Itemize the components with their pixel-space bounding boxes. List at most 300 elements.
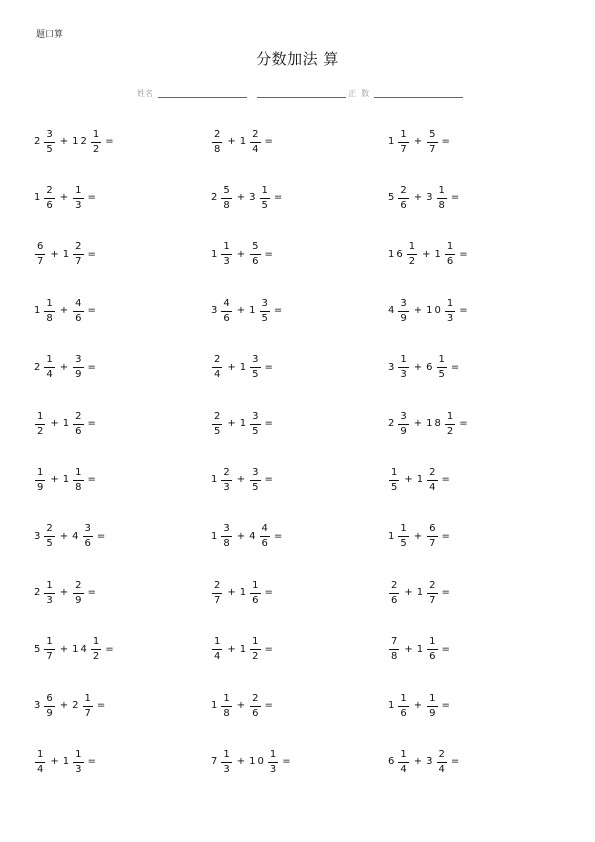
addition-problem (388, 744, 459, 780)
addition-problem (34, 406, 96, 442)
mixed-number (388, 637, 400, 662)
addition-problem (211, 237, 273, 273)
numerator: 2 (429, 466, 436, 478)
fraction (260, 524, 270, 549)
mixed-number (211, 299, 233, 324)
mixed-number (34, 130, 56, 155)
addition-problem (34, 237, 96, 273)
denominator: 5 (400, 538, 407, 550)
numerator: 2 (46, 184, 53, 196)
whole-part: 3 (249, 192, 258, 204)
plus-sign: + (236, 305, 246, 317)
mixed-number (211, 468, 233, 493)
numerator: 1 (37, 466, 44, 478)
whole-part: 1 (239, 418, 249, 429)
fraction (221, 750, 231, 775)
fraction (212, 355, 222, 380)
fraction (250, 355, 260, 380)
whole-part: 4 (388, 305, 397, 317)
denominator: 6 (252, 594, 259, 606)
equals-sign: = (87, 248, 96, 260)
fraction (73, 355, 83, 380)
numerator: 4 (75, 297, 82, 309)
fraction (44, 130, 54, 155)
mixed-number (240, 412, 262, 437)
mixed-number (388, 412, 410, 437)
denominator: 6 (223, 312, 230, 324)
denominator: 8 (46, 312, 53, 324)
mixed-number (426, 130, 438, 155)
addition-problem (211, 575, 273, 611)
equals-sign: = (96, 530, 106, 542)
fraction (250, 581, 260, 606)
plus-sign: + (413, 305, 423, 317)
plus-sign: + (227, 643, 236, 655)
mixed-number (34, 242, 46, 267)
denominator: 7 (214, 594, 221, 606)
mixed-number (63, 750, 85, 775)
fraction (44, 694, 54, 719)
addition-problem (388, 124, 450, 160)
mixed-number (34, 412, 46, 437)
equals-sign: = (273, 530, 283, 542)
plus-sign: + (59, 530, 69, 542)
plus-sign: + (413, 530, 423, 542)
denominator: 4 (400, 763, 407, 775)
equals-sign: = (87, 587, 96, 599)
denominator: 9 (75, 369, 82, 381)
mixed-number (388, 299, 410, 324)
plus-sign: + (227, 136, 236, 147)
plus-sign: + (413, 418, 423, 429)
fraction (73, 468, 83, 493)
mixed-number (72, 186, 84, 211)
denominator: 7 (37, 256, 44, 268)
denominator: 2 (92, 651, 100, 663)
whole-part: 3 (211, 305, 220, 317)
equals-sign: = (450, 361, 460, 373)
mixed-number (211, 242, 233, 267)
mixed-number (211, 186, 233, 211)
mixed-number (426, 299, 456, 324)
plus-sign: + (422, 248, 431, 260)
mixed-number (249, 468, 261, 493)
fraction (445, 242, 455, 267)
numerator: 2 (75, 579, 82, 591)
fraction (398, 524, 408, 549)
addition-problem (388, 293, 468, 329)
mixed-number (211, 412, 223, 437)
addition-problem (34, 293, 96, 329)
denominator: 9 (37, 481, 44, 493)
fraction (83, 694, 93, 719)
denominator: 5 (391, 481, 398, 493)
numerator: 2 (46, 523, 53, 535)
whole-part: 3 (426, 756, 435, 768)
equals-sign: = (105, 643, 114, 655)
fraction (44, 299, 54, 324)
denominator: 3 (446, 312, 454, 324)
mixed-number (72, 581, 84, 606)
addition-problem (211, 462, 273, 498)
numerator: 2 (252, 692, 259, 704)
fraction (212, 412, 222, 437)
whole-part: 3 (426, 192, 435, 204)
whole-part: 6 (388, 756, 397, 768)
whole-part: 12 (72, 136, 89, 147)
numerator: 1 (438, 354, 445, 366)
addition-problem (34, 180, 96, 216)
mixed-number (72, 637, 102, 662)
numerator: 2 (223, 466, 230, 478)
plus-sign: + (59, 700, 69, 711)
numerator: 5 (223, 184, 230, 196)
numerator: 1 (46, 297, 53, 309)
mixed-number (417, 468, 439, 493)
denominator: 2 (252, 651, 259, 663)
denominator: 3 (400, 369, 407, 381)
whole-part: 1 (416, 587, 426, 599)
equals-sign: = (96, 700, 106, 711)
numerator: 1 (75, 184, 82, 196)
plus-sign: + (413, 756, 423, 768)
numerator: 2 (75, 241, 82, 253)
whole-part: 3 (34, 700, 43, 711)
mixed-number (34, 581, 56, 606)
equals-sign: = (282, 756, 291, 768)
plus-sign: + (227, 418, 236, 429)
denominator: 4 (37, 763, 44, 775)
whole-part: 2 (388, 418, 397, 429)
mixed-number (388, 242, 418, 267)
numerator: 2 (75, 410, 82, 422)
fraction (427, 130, 437, 155)
mixed-number (211, 694, 233, 719)
fraction (398, 412, 408, 437)
fraction (73, 412, 83, 437)
mixed-number (388, 468, 400, 493)
plus-sign: + (236, 248, 246, 260)
fraction (389, 468, 399, 493)
equals-sign: = (441, 587, 450, 599)
addition-problem (388, 406, 468, 442)
numerator: 1 (400, 523, 407, 535)
numerator: 3 (223, 523, 230, 535)
mixed-number (249, 694, 261, 719)
denominator: 6 (46, 199, 53, 211)
mixed-number (249, 242, 261, 267)
denominator: 6 (75, 425, 82, 437)
numerator: 1 (214, 636, 221, 648)
whole-part: 18 (426, 418, 443, 429)
equals-sign: = (87, 474, 96, 486)
numerator: 1 (438, 184, 445, 196)
mixed-number (388, 130, 410, 155)
numerator: 5 (252, 241, 259, 253)
whole-part: 2 (34, 136, 43, 147)
equals-sign: = (87, 418, 96, 429)
equals-sign: = (264, 474, 273, 486)
mixed-number (240, 637, 262, 662)
addition-problem (211, 688, 273, 724)
mixed-number (426, 694, 438, 719)
equals-sign: = (459, 418, 468, 429)
whole-part: 1 (239, 136, 249, 147)
denominator: 7 (46, 651, 53, 663)
fraction (398, 130, 408, 155)
addition-problem (211, 519, 282, 555)
mixed-number (34, 299, 56, 324)
whole-part: 7 (211, 756, 220, 768)
denominator: 2 (37, 425, 44, 437)
fraction (427, 694, 437, 719)
whole-part: 1 (239, 587, 249, 599)
numerator: 1 (46, 579, 53, 591)
denominator: 8 (223, 199, 230, 211)
plus-sign: + (50, 474, 59, 486)
addition-problem (34, 124, 114, 160)
mixed-number (249, 299, 271, 324)
denominator: 5 (46, 143, 53, 155)
mixed-number (426, 412, 456, 437)
denominator: 3 (46, 594, 53, 606)
numerator: 2 (214, 128, 221, 140)
denominator: 5 (438, 369, 445, 381)
mixed-number (34, 355, 56, 380)
mixed-number (211, 637, 223, 662)
whole-part: 1 (34, 305, 43, 317)
denominator: 7 (429, 594, 436, 606)
equals-sign: = (273, 305, 283, 317)
numerator: 1 (446, 410, 454, 422)
denominator: 4 (252, 143, 259, 155)
fraction (250, 468, 260, 493)
numerator: 2 (438, 748, 445, 760)
numerator: 3 (261, 297, 268, 309)
fraction (91, 637, 101, 662)
whole-part: 3 (388, 361, 397, 373)
fraction (398, 299, 408, 324)
denominator: 2 (408, 256, 416, 268)
denominator: 7 (84, 707, 91, 719)
whole-part: 2 (34, 361, 43, 373)
plus-sign: + (227, 361, 236, 373)
numerator: 6 (46, 692, 53, 704)
mixed-number (72, 299, 84, 324)
mixed-number (388, 524, 410, 549)
addition-problem (388, 180, 459, 216)
addition-problem (211, 406, 273, 442)
whole-part: 16 (388, 248, 405, 260)
mixed-number (240, 581, 262, 606)
denominator: 9 (46, 707, 53, 719)
mixed-number (426, 186, 448, 211)
whole-part: 1 (211, 474, 220, 486)
denominator: 5 (261, 312, 268, 324)
fraction (35, 468, 45, 493)
mixed-number (34, 637, 56, 662)
denominator: 3 (223, 481, 230, 493)
fraction (212, 637, 222, 662)
fraction (445, 412, 455, 437)
whole-part: 1 (416, 474, 426, 486)
denominator: 7 (75, 256, 82, 268)
numerator: 4 (223, 297, 230, 309)
denominator: 4 (46, 369, 53, 381)
fraction (221, 694, 231, 719)
whole-part: 14 (72, 643, 89, 655)
equals-sign: = (87, 361, 96, 373)
denominator: 8 (75, 481, 82, 493)
fraction (250, 242, 260, 267)
denominator: 4 (214, 651, 221, 663)
addition-problem (211, 744, 291, 780)
denominator: 3 (223, 256, 230, 268)
numerator: 2 (391, 579, 398, 591)
equals-sign: = (264, 418, 273, 429)
mixed-number (72, 355, 84, 380)
whole-part: 6 (426, 361, 435, 373)
denominator: 4 (438, 763, 445, 775)
mixed-number (417, 637, 439, 662)
addition-problem (388, 575, 450, 611)
numerator: 7 (391, 636, 398, 648)
mixed-number (34, 750, 46, 775)
numerator: 3 (400, 297, 407, 309)
equals-sign: = (87, 192, 96, 204)
numerator: 1 (223, 748, 230, 760)
denominator: 6 (252, 707, 259, 719)
plus-sign: + (236, 530, 246, 542)
denominator: 8 (214, 143, 221, 155)
mixed-number (240, 355, 262, 380)
numerator: 1 (408, 241, 416, 253)
whole-part: 1 (62, 474, 72, 486)
plus-sign: + (413, 700, 423, 711)
fraction (398, 694, 408, 719)
fraction (221, 242, 231, 267)
fraction (268, 750, 278, 775)
addition-problem (34, 575, 96, 611)
numerator: 1 (92, 128, 100, 140)
equals-sign: = (264, 361, 273, 373)
numerator: 1 (75, 748, 82, 760)
numerator: 2 (429, 579, 436, 591)
denominator: 8 (223, 538, 230, 550)
equals-sign: = (264, 643, 273, 655)
whole-part: 1 (34, 192, 43, 204)
plus-sign: + (50, 418, 59, 429)
fraction (44, 355, 54, 380)
fraction (221, 299, 231, 324)
denominator: 5 (252, 369, 259, 381)
numerator: 3 (252, 354, 259, 366)
mixed-number (388, 694, 410, 719)
numerator: 3 (252, 466, 259, 478)
whole-part: 1 (211, 700, 220, 711)
denominator: 6 (400, 707, 407, 719)
plus-sign: + (59, 136, 69, 147)
numerator: 1 (37, 410, 44, 422)
mixed-number (426, 355, 448, 380)
numerator: 3 (84, 523, 91, 535)
plus-sign: + (59, 192, 69, 204)
numerator: 1 (429, 692, 436, 704)
equals-sign: = (459, 305, 468, 317)
plus-sign: + (413, 192, 423, 204)
mixed-number (249, 750, 279, 775)
addition-problem (388, 237, 468, 273)
fraction (35, 242, 45, 267)
mixed-number (34, 186, 56, 211)
mixed-number (34, 694, 56, 719)
numerator: 3 (46, 128, 53, 140)
mixed-number (249, 186, 271, 211)
plus-sign: + (50, 248, 59, 260)
denominator: 5 (252, 425, 259, 437)
numerator: 1 (269, 748, 277, 760)
equals-sign: = (264, 587, 273, 599)
fraction (260, 186, 270, 211)
numerator: 3 (75, 354, 82, 366)
whole-part: 1 (388, 700, 397, 711)
whole-part: 4 (72, 530, 81, 542)
denominator: 6 (75, 312, 82, 324)
mixed-number (426, 750, 448, 775)
page-title: 分数加法 算 (256, 50, 339, 68)
addition-problem (388, 350, 459, 386)
whole-part: 4 (249, 530, 258, 542)
denominator: 8 (223, 707, 230, 719)
equals-sign: = (441, 474, 450, 486)
numerator: 1 (92, 636, 100, 648)
fraction (44, 637, 54, 662)
mixed-number (388, 581, 400, 606)
addition-problem (211, 350, 273, 386)
fraction (445, 299, 455, 324)
equals-sign: = (105, 136, 114, 147)
fraction (260, 299, 270, 324)
mixed-number (63, 468, 85, 493)
addition-problem (34, 462, 96, 498)
whole-part: 1 (388, 530, 397, 542)
equals-sign: = (441, 530, 450, 542)
denominator: 9 (429, 707, 436, 719)
addition-problem (34, 688, 105, 724)
addition-problem (388, 462, 450, 498)
numerator: 2 (214, 410, 221, 422)
mixed-number (388, 750, 410, 775)
addition-problem (34, 519, 105, 555)
plus-sign: + (59, 305, 69, 317)
fraction (44, 186, 54, 211)
denominator: 3 (223, 763, 230, 775)
whole-part: 1 (211, 530, 220, 542)
denominator: 4 (214, 369, 221, 381)
fraction (427, 524, 437, 549)
equals-sign: = (87, 305, 96, 317)
denominator: 6 (261, 538, 268, 550)
fraction (398, 355, 408, 380)
denominator: 5 (252, 481, 259, 493)
addition-problem (388, 688, 450, 724)
plus-sign: + (236, 474, 246, 486)
plus-sign: + (404, 474, 413, 486)
numerator: 1 (446, 297, 454, 309)
whole-part: 1 (211, 248, 220, 260)
numerator: 2 (214, 579, 221, 591)
mixed-number (63, 242, 85, 267)
